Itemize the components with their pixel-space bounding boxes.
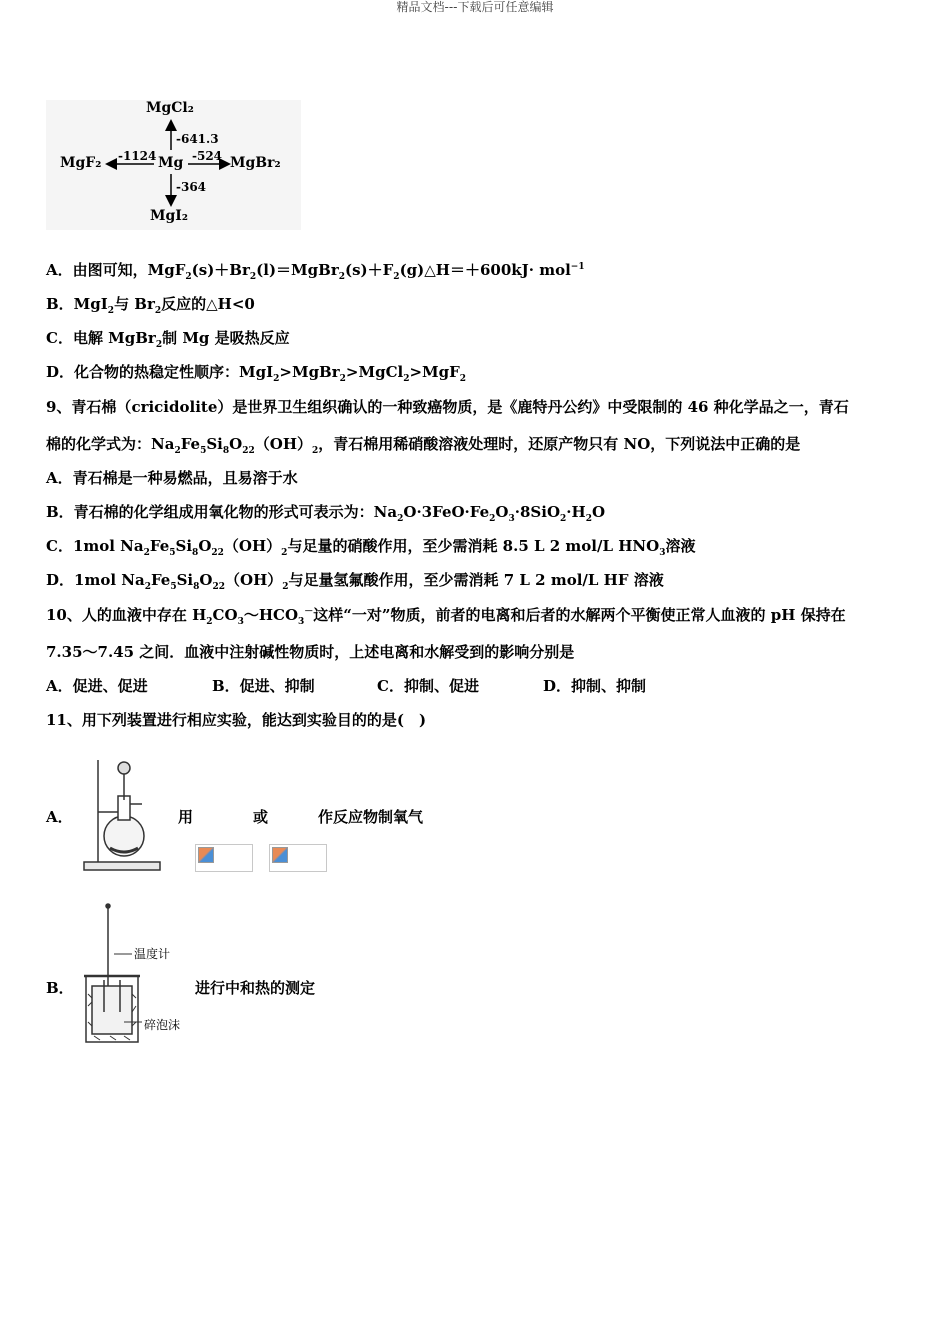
q9-option-b: B．青石棉的化学组成用氧化物的形式可表示为：$Na_2O\cdot 3FeO\cdot Fe_2O_3\cdot 8SiO_2\cdot H_2O$ (46, 503, 606, 524)
apparatus-a-flask-diagram (80, 756, 165, 874)
q8-option-d: D．化合物的热稳定性顺序：MgI$_2$>MgBr$_2$>MgCl$_2$>MgF$_2$ (46, 363, 467, 384)
enthalpy-diagram (46, 100, 301, 230)
diagram-mgcl2: MgCl₂ (146, 100, 194, 116)
q11-option-a-text-or: 或 (253, 808, 269, 826)
q8-option-b: B．MgI$_2$与 $Br_2$反应的△H<0 (46, 295, 255, 316)
diagram-mgbr2-value: -524 (192, 149, 223, 163)
diagram-mg: Mg (158, 155, 184, 171)
q10-option-a: A．促进、促进 (46, 677, 148, 695)
page-header: 精品文档---下载后可任意编辑 (396, 0, 554, 14)
diagram-mgf2: MgF₂ (60, 155, 102, 171)
q8-option-c: C．电解 MgBr$_2$制 Mg 是吸热反应 (46, 329, 290, 350)
diagram-mgi2: MgI₂ (150, 208, 188, 224)
q11-option-a-label: A． (46, 808, 73, 826)
q8-option-a: A．由图可知，$MgF_2(s)+Br_2(l)=MgBr_2(s)+F_2(g)\triangle H=+600kJ\cdot mol^{-1}$ (46, 261, 585, 282)
broken-image-reactant-1 (195, 844, 253, 872)
q11-option-a-text-use: 用 (178, 808, 194, 826)
q10-stem-line2: 7.35～7.45 之间．血液中注射碱性物质时，上述电离和水解受到的影响分别是 (46, 643, 575, 661)
diagram-mgcl2-value: -641.3 (176, 132, 219, 146)
q9-stem-line2: 棉的化学式为：$Na_2Fe_5Si_8O_{22}(OH)_2$，青石棉用稀硝酸溶液处理时，还原产物只有 NO，下列说法中正确的是 (46, 435, 801, 456)
q9-option-d: D．1mol $Na_2Fe_5Si_8O_{22}(OH)_2$与足量氢氟酸作用，至少需消耗 7 L 2 mol/L HF 溶液 (46, 571, 664, 592)
q10-stem-line1: 10、人的血液中存在 $H_2CO_3\sim HCO_3^-$这样“一对”物质，前者的电离和后者的水解两个平衡使正常人血液的 pH 保持在 (46, 606, 846, 627)
q11-stem: 11、用下列装置进行相应实验，能达到实验目的的是( ) (46, 711, 427, 729)
broken-image-icon (272, 847, 288, 863)
diagram-mgf2-value: -1124 (118, 149, 157, 163)
q11-option-b-text: 进行中和热的测定 (195, 979, 316, 997)
q11-option-b-label: B． (46, 979, 74, 997)
diagram-mgi2-value: -364 (176, 180, 207, 194)
apparatus-b-calorimeter-diagram (80, 902, 150, 1047)
label-thermometer: 温度计 (134, 947, 171, 961)
broken-image-icon (198, 847, 214, 863)
q9-option-a: A．青石棉是一种易燃品，且易溶于水 (46, 469, 298, 487)
q10-option-b: B．促进、抑制 (212, 677, 315, 695)
label-foam: 碎泡沫 (144, 1018, 181, 1032)
q9-stem-line1: 9、青石棉（cricidolite）是世界卫生组织确认的一种致癌物质，是《鹿特丹公约》中受限制的 46 种化学品之一，青石 (46, 398, 849, 416)
q11-option-a-text-reactant: 作反应物制氧气 (318, 808, 424, 826)
q10-option-d: D．抑制、抑制 (543, 677, 647, 695)
q9-option-c: C．1mol $Na_2Fe_5Si_8O_{22}(OH)_2$与足量的硝酸作用，至少需消耗 8.5 L 2 mol/L $HNO_3$溶液 (46, 537, 696, 558)
q10-option-c: C．抑制、促进 (377, 677, 479, 695)
broken-image-reactant-2 (269, 844, 327, 872)
diagram-mgbr2: MgBr₂ (230, 155, 281, 171)
